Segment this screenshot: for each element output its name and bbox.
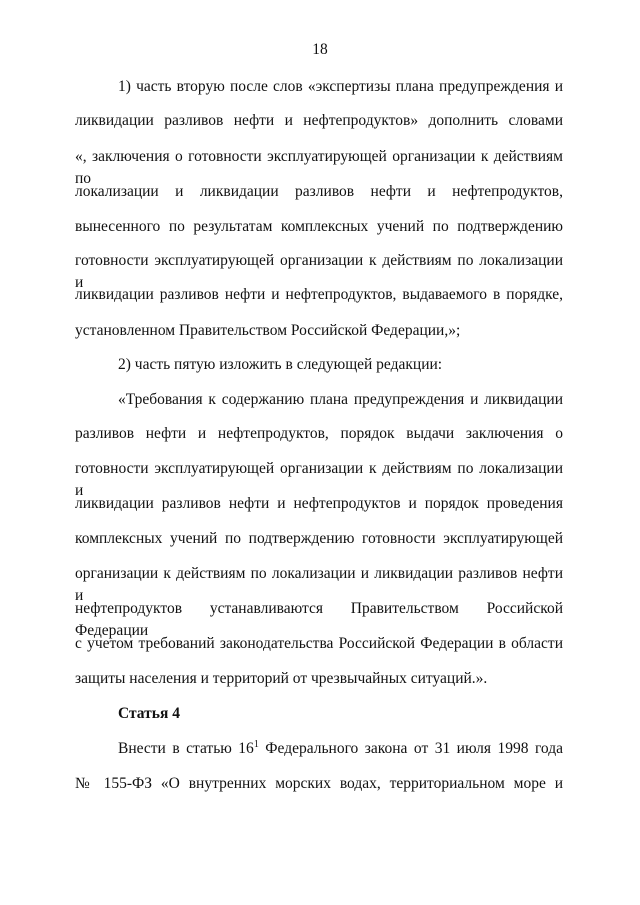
paragraph-line: 1) часть вторую после слов «экспертизы плана предупреждения и (118, 78, 563, 95)
paragraph-line: № 155-ФЗ «О внутренних морских водах, территориальном море и (75, 775, 563, 792)
paragraph-line: комплексных учений по подтверждению готовности эксплуатирующей (75, 530, 563, 547)
paragraph-line: ликвидации разливов нефти и нефтепродуктов» дополнить словами (75, 112, 563, 129)
paragraph-line: локализации и ликвидации разливов нефти и нефтепродуктов, (75, 183, 563, 200)
paragraph-line: 2) часть пятую изложить в следующей редакции: (118, 356, 443, 373)
paragraph-line: «, заключения о готовности эксплуатирующей организации к действиям по (75, 148, 563, 187)
article-heading: Статья 4 (118, 705, 180, 722)
text-fragment: Внести в статью 16 (118, 740, 254, 757)
page-number: 18 (312, 41, 328, 58)
paragraph-line: вынесенного по результатам комплексных учений по подтверждению (75, 218, 563, 235)
paragraph-line: организации к действиям по локализации и ликвидации разливов нефти и (75, 565, 563, 604)
superscript: 1 (253, 739, 259, 750)
paragraph-line: готовности эксплуатирующей организации к действиям по локализации и (75, 252, 563, 291)
paragraph-line (118, 738, 563, 760)
paragraph-line: защиты населения и территорий от чрезвычайных ситуаций.». (75, 670, 488, 687)
paragraph-line: с учетом требований законодательства Российской Федерации в области (75, 635, 563, 652)
paragraph-line: «Требования к содержанию плана предупреждения и ликвидации (118, 391, 563, 408)
paragraph-line: ликвидации разливов нефти и нефтепродуктов, выдаваемого в порядке, (75, 286, 563, 303)
paragraph-line: ликвидации разливов нефти и нефтепродуктов и порядок проведения (75, 495, 563, 512)
paragraph-line: готовности эксплуатирующей организации к действиям по локализации и (75, 460, 563, 499)
paragraph-line: установленном Правительством Российской Федерации,»; (75, 322, 461, 339)
paragraph-line: разливов нефти и нефтепродуктов, порядок выдачи заключения о (75, 425, 563, 442)
paragraph-line: нефтепродуктов устанавливаются Правительством Российской Федерации (75, 600, 563, 639)
text-fragment: Федерального закона от 31 июля 1998 года (258, 740, 563, 757)
